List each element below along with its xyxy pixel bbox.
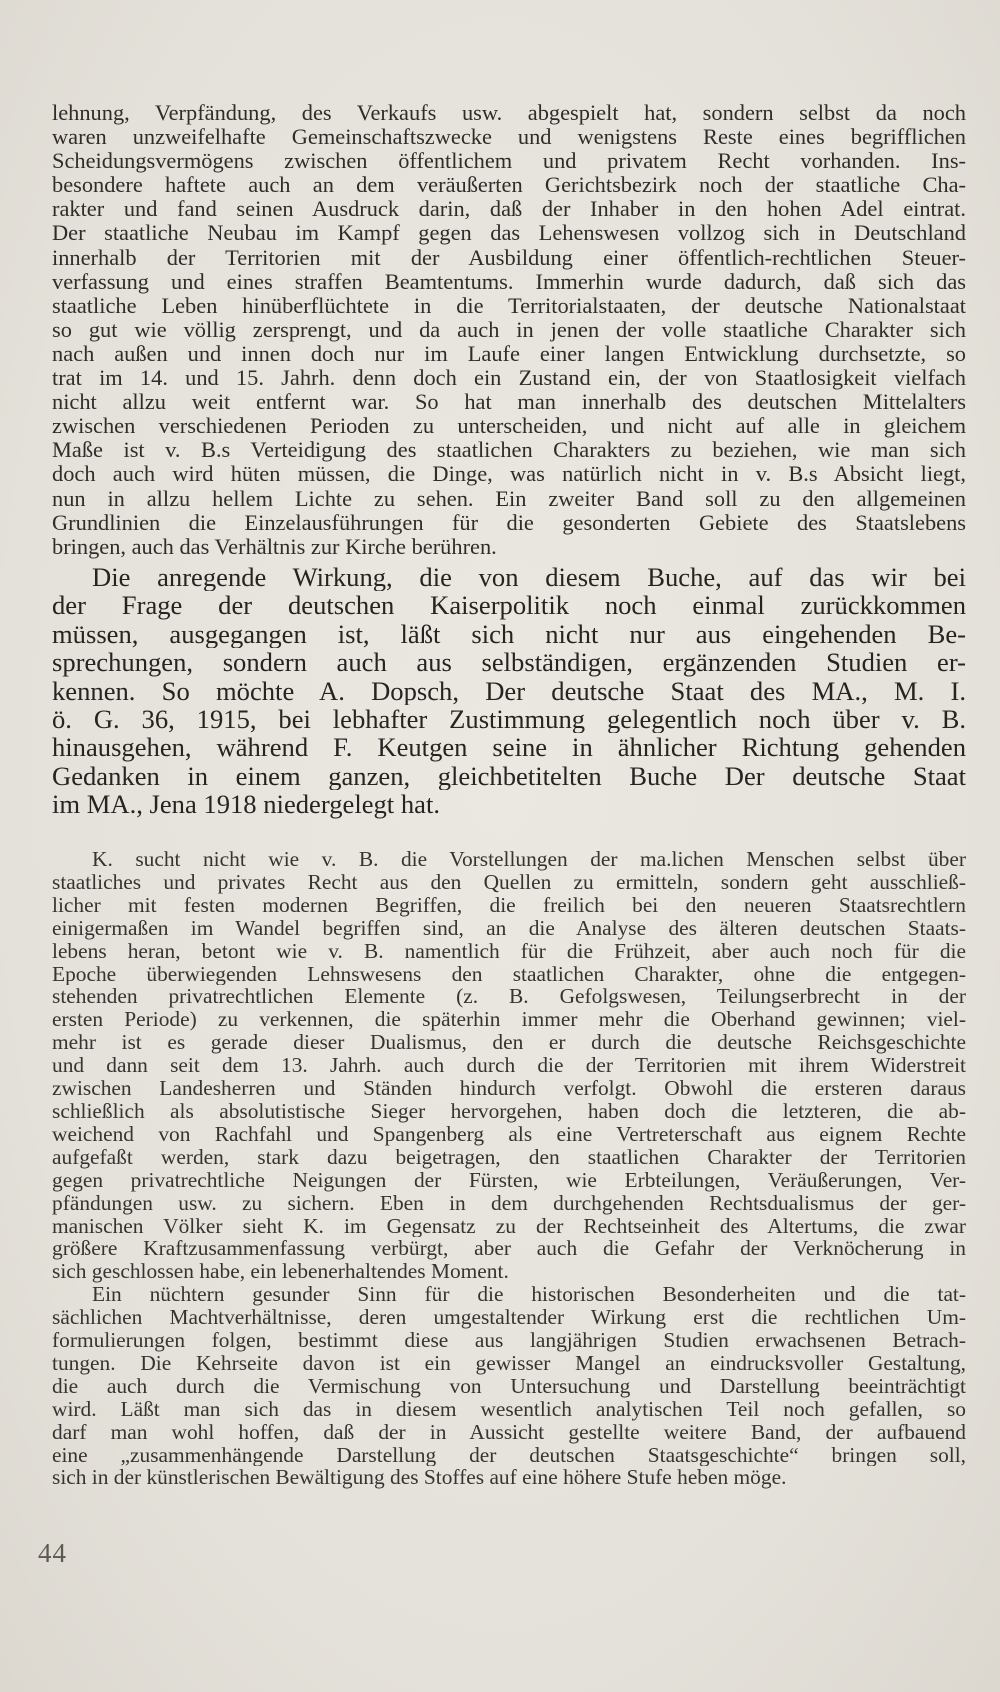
paragraph-middle [52,563,966,819]
paragraph-top [52,101,966,559]
text-line: formulierungen folgen, bestimmt diese aus langjährigen Studien erwachsenen Betrach- [52,1329,966,1352]
text-line: schließlich als absolutistische Sieger hervorgehen, haben doch die letzteren, die ab- [52,1099,966,1123]
text-line: Die anregende Wirkung, die von diesem Buche, auf das wir bei [92,563,966,592]
text-line: bringen, auch das Verhältnis zur Kirche berühren. [52,534,497,559]
text-line: aufgefaßt werden, stark dazu beigetragen, den staatlichen Charakter der Territorien [52,1145,966,1169]
text-line: waren unzweifelhafte Gemeinschaftszwecke und wenigstens Reste eines begrifflichen [52,125,966,150]
text-line: weichend von Rachfahl und Spangenberg als eine Vertreterschaft aus eignem Rechte [52,1122,966,1146]
text-line: innerhalb der Territorien mit der Ausbildung einer öffentlich-rechtlichen Steuer- [52,245,966,270]
text-line: mehr ist es gerade dieser Dualismus, den er durch die deutsche Reichsgeschichte [52,1031,966,1055]
text-line: licher mit festen modernen Begriffen, die freilich bei den neueren Staatsrechtlern [52,893,966,917]
text-line: so gut wie völlig zersprengt, und da auch in jenen der volle staatliche Charakter sich [52,317,966,342]
text-line: sächlichen Machtverhältnisse, deren umgestaltender Wirkung erst die rechtlichen Um- [52,1306,966,1330]
text-line: sprechungen, sondern auch aus selbständigen, ergänzenden Studien er- [52,648,966,677]
text-line: die auch durch die Vermischung von Untersuchung und Darstellung beeinträchtigt [52,1374,966,1398]
text-line: pfändungen usw. zu sichern. Eben in dem durchgehenden Rechtsdualismus der ger- [52,1191,966,1215]
text-line: manischen Völker sieht K. im Gegensatz zu der Rechtseinheit des Altertums, die zwar [52,1214,966,1238]
text-line: lehnung, Verpfändung, des Verkaufs usw. abgespielt hat, sondern selbst da noch [52,101,966,125]
text-line: nun in allzu hellem Lichte zu sehen. Ein zweiter Band soll zu den allgemeinen [52,486,966,511]
text-line: verfassung und eines straffen Beamtentums. Immerhin wurde dadurch, daß sich das [52,269,966,294]
text-line: nicht allzu weit entfernt war. So hat man innerhalb des deutschen Mittelalters [52,390,966,415]
text-line: besondere haftete auch an dem veräußerten Gerichtsbezirk noch der staatliche Cha- [52,173,966,198]
text-line: staatliches und privates Recht aus den Quellen zu ermitteln, sondern geht ausschließ- [52,870,966,894]
text-line: lebens heran, betont wie v. B. namentlich für die Frühzeit, aber auch noch für die [52,939,966,963]
text-line: K. sucht nicht wie v. B. die Vorstellungen der ma.lichen Menschen selbst über [92,848,966,871]
text-line: kennen. So möchte A. Dopsch, Der deutsche Staat des MA., M. I. [52,676,966,706]
text-line: rakter und fand seinen Ausdruck darin, daß der Inhaber in den hohen Adel eintrat. [52,197,966,222]
text-line: größere Kraftzusammenfassung verbürgt, aber auch die Gefahr der Verknöcherung in [52,1237,966,1261]
text-line: staatliche Leben hinüberflüchtete in die Territorialstaaten, der deutsche Nationalstaat [52,293,966,318]
text-line: eine „zusammenhängende Darstellung der deutschen Staatsgeschichte“ bringen soll, [52,1443,966,1467]
text-line: ö. G. 36, 1915, bei lebhafter Zustimmung gelegentlich noch über v. B. [52,705,966,734]
text-line: Gedanken in einem ganzen, gleichbetitelten Buche Der deutsche Staat [52,761,966,791]
text-line: der Frage der deutschen Kaiserpolitik noch einmal zurückkommen [52,591,966,620]
text-line: Maße ist v. B.s Verteidigung des staatlichen Charakters zu beziehen, wie man sich [52,438,966,463]
text-line: stehenden privatrechtlichen Elemente (z. B. Gefolgswesen, Teilungserbrecht in der [52,985,966,1009]
page-number: 44 [38,1538,67,1568]
text-line: wird. Läßt man sich das in diesem wesentlich analytischen Teil noch gefallen, so [52,1397,966,1421]
text-line: Epoche überwiegenden Lehnswesens den staatlichen Charakter, ohne die entgegen- [52,962,966,986]
text-line: sich in der künstlerischen Bewältigung des Stoffes auf eine höhere Stufe heben möge. [52,1466,787,1490]
text-line: und dann seit dem 13. Jahrh. auch durch die der Territorien mit ihrem Widerstreit [52,1054,966,1078]
text-line: nach außen und innen doch nur im Laufe einer langen Entwicklung durchsetzte, so [52,341,966,366]
text-line: hinausgehen, während F. Keutgen seine in ähnlicher Richtung gehenden [52,733,966,762]
text-line: trat im 14. und 15. Jahrh. denn doch ein Zustand ein, der von Staatlosigkeit vielfach [52,366,966,391]
text-line: einigermaßen im Wandel begriffen sind, an die Analyse des älteren deutschen Staats- [52,916,966,940]
text-line: Grundlinien die Einzelausführungen für die gesonderten Gebiete des Staatslebens [52,510,966,535]
text-line: darf man wohl hoffen, daß der in Aussicht gestellte weitere Band, der aufbauend [52,1420,966,1444]
text-line: Der staatliche Neubau im Kampf gegen das Lehenswesen vollzog sich in Deutschland [52,221,966,246]
text-line: zwischen Landesherren und Ständen hindurch verfolgt. Obwohl die ersteren daraus [52,1077,966,1100]
text-line: Ein nüchtern gesunder Sinn für die historischen Besonderheiten und die tat- [92,1283,966,1307]
text-line: gegen privatrechtliche Neigungen der Fürsten, wie Erbteilungen, Veräußerungen, Ver- [52,1168,966,1192]
text-line: doch auch wird hüten müssen, die Dinge, was natürlich nicht in v. B.s Absicht liegt, [52,462,966,487]
text-line: tungen. Die Kehrseite davon ist ein gewisser Mangel an eindrucksvoller Gestaltung, [52,1351,966,1375]
text-line: ersten Periode) zu verkennen, die späterhin immer mehr die Oberhand gewinnen; viel- [52,1008,966,1032]
text-line: Scheidungsvermögens zwischen öffentlichem und privatem Recht vorhanden. Ins- [52,149,966,174]
text-line: im MA., Jena 1918 niedergelegt hat. [52,790,440,819]
text-line: müssen, ausgegangen ist, läßt sich nicht nur aus eingehenden Be- [52,619,966,649]
text-line: zwischen verschiedenen Perioden zu unterscheiden, und nicht auf alle in gleichem [52,414,966,439]
paragraph-bottom [52,848,966,1489]
text-line: sich geschlossen habe, ein lebenerhaltendes Moment. [52,1260,509,1284]
